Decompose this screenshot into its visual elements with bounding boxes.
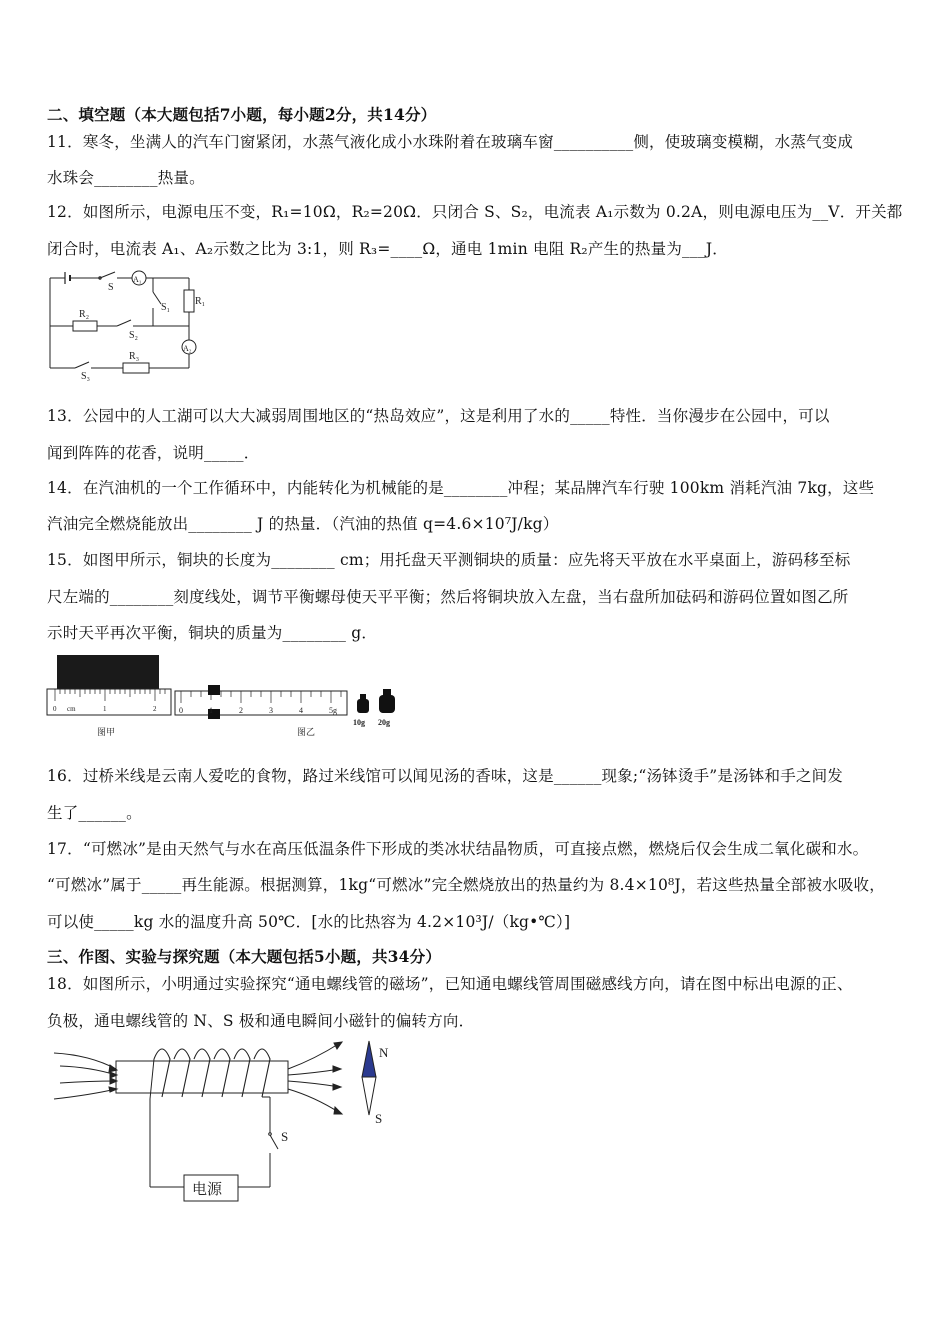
question-12-line-2: 闭合时，电流表 A₁、A₂示数之比为 3:1，则 R₃=____Ω，通电 1min 电阻 R₂产生的热量为___J． [47, 240, 728, 258]
scale-caption: 图乙 [297, 727, 316, 737]
ruler-tick-0: 0 [53, 705, 57, 713]
question-14-line-1: 14．在汽油机的一个工作循环中，内能转化为机械能的是________冲程；某品牌汽车行驶 100km 消耗汽油 7kg，这些 [47, 479, 875, 497]
solenoid-diagram [50, 1035, 400, 1210]
question-16-line-2: 生了______。 [47, 804, 142, 822]
weight-10g [357, 694, 369, 713]
label-s-pole: S [375, 1111, 383, 1126]
rider [208, 685, 220, 695]
label-r2: R₂ [79, 309, 90, 320]
question-17-line-2: “可燃冰”属于_____再生能源。根据测算，1kg“可燃冰”完全燃烧放出的热量约为 8.4×10⁸J，若这些热量全部被水吸收， [47, 876, 885, 894]
question-13-line-1: 13．公园中的人工湖可以大大减弱周围地区的“热岛效应”，这是利用了水的_____特性．当你漫步在公园中，可以 [47, 407, 830, 425]
label-r1: R₁ [195, 296, 205, 307]
weight-20g [379, 689, 395, 713]
question-15-line-1: 15．如图甲所示，铜块的长度为________ cm；用托盘天平测铜块的质量：应先将天平放在水平桌面上，游码移至标 [47, 551, 851, 569]
scale-tick-5: 5g [329, 706, 337, 715]
ruler-tick-2: 2 [153, 705, 157, 713]
question-18-line-1: 18．如图所示，小明通过实验探究“通电螺线管的磁场”，已知通电螺线管周围磁感线方向，请在图中标出电源的正、 [47, 975, 853, 993]
label-a2: A₂ [183, 344, 192, 353]
scale-tick-4: 4 [299, 706, 303, 715]
question-11-line-2: 水珠会________热量。 [47, 169, 205, 187]
weight-20g-label: 20g [378, 718, 390, 727]
compass-needle [362, 1041, 376, 1115]
question-17-line-3: 可以使_____kg 水的温度升高 50℃．[水的比热容为 4.2×10³J/（kg•℃）] [47, 913, 571, 931]
scale-tick-1: 1 [209, 706, 213, 715]
label-s2: S₂ [129, 330, 139, 341]
question-17-line-1: 17．“可燃冰”是由天然气与水在高压低温条件下形成的类冰状结晶物质，可直接点燃，燃烧后仅会生成二氧化碳和水。 [47, 840, 869, 858]
weight-10g-label: 10g [353, 718, 365, 727]
figure-ruler-and-balance [45, 653, 405, 741]
solenoid-core [116, 1061, 288, 1093]
question-15-line-2: 尺左端的________刻度线处，调节平衡螺母使天平平衡；然后将铜块放入左盘，当右盘所加砝码和游码位置如图乙所 [47, 588, 849, 606]
question-11-line-1: 11．寒冬，坐满人的汽车门窗紧闭，水蒸气液化成小水珠附着在玻璃车窗__________侧，使玻璃变模糊，水蒸气变成 [47, 133, 854, 151]
label-s1: S₁ [161, 302, 171, 313]
copper-block [57, 655, 159, 689]
question-14-line-2: 汽油完全燃烧能放出________ J 的热量．（汽油的热值 q=4.6×10⁷J/kg） [47, 515, 559, 533]
label-s: S [108, 282, 114, 293]
label-r3: R₃ [129, 351, 140, 362]
scale-tick-2: 2 [239, 706, 243, 715]
question-12-line-1: 12．如图所示，电源电压不变，R₁=10Ω，R₂=20Ω．只闭合 S、S₂，电流表 A₁示数为 0.2A，则电源电压为__V．开关都 [47, 203, 903, 221]
label-s3: S₃ [81, 371, 91, 382]
question-16-line-1: 16．过桥米线是云南人爱吃的食物，路过米线馆可以闻见汤的香味，这是______现象;“汤钵烫手”是汤钵和手之间发 [47, 767, 843, 785]
circuit-diagram [45, 268, 205, 383]
scale-tick-3: 3 [269, 706, 273, 715]
question-13-line-2: 闻到阵阵的花香，说明_____． [47, 444, 260, 462]
ruler-tick-1: 1 [103, 705, 107, 713]
label-n-pole: N [379, 1045, 389, 1060]
section-heading: 二、填空题（本大题包括7小题，每小题2分，共14分） [47, 105, 437, 124]
ruler-unit: cm [67, 705, 76, 713]
ruler-caption: 图甲 [97, 727, 116, 737]
question-15-line-3: 示时天平再次平衡，铜块的质量为________ g． [47, 624, 378, 642]
section-heading: 三、作图、实验与探究题（本大题包括5小题，共34分） [47, 947, 442, 966]
scale-tick-0: 0 [179, 706, 183, 715]
label-a1: A₁ [133, 275, 142, 284]
label-switch: S [281, 1129, 289, 1144]
label-power: 电源 [192, 1182, 223, 1198]
question-18-line-2: 负极，通电螺线管的 N、S 极和通电瞬间小磁针的偏转方向． [47, 1012, 475, 1030]
